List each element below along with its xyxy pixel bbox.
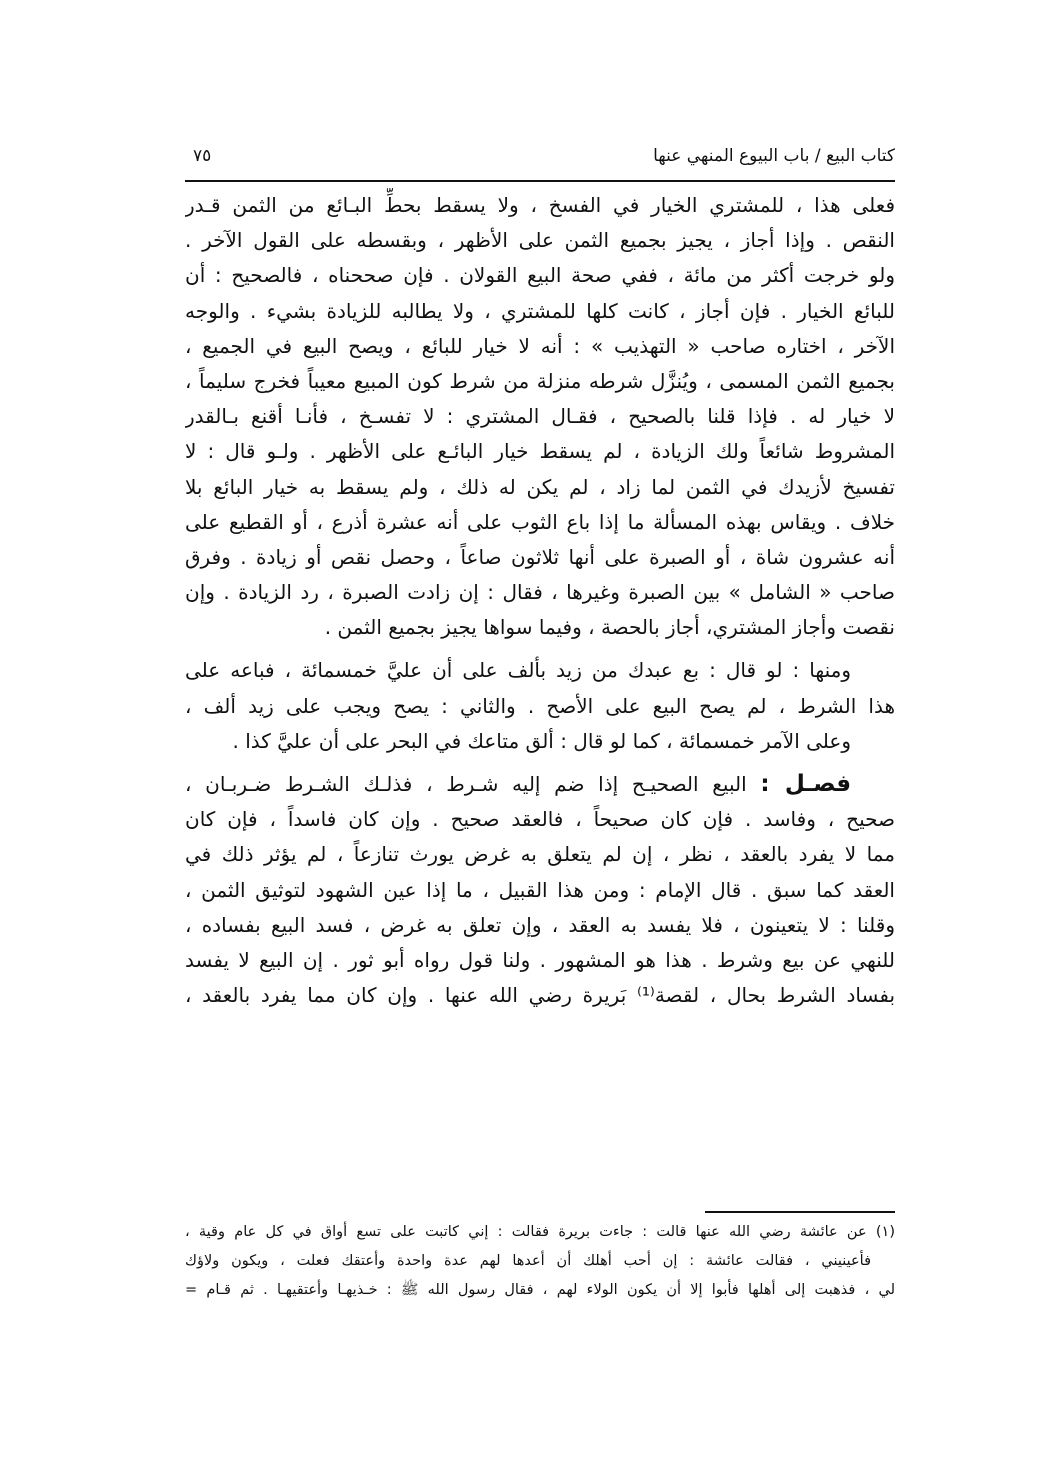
text-line: ومنها : لو قال : بع عبدك من زيد بألف على أن عليَّ خمسمائة ، فباعه على: [185, 658, 851, 683]
text-line: وقلنا : لا يتعينون ، فلا يفسد به العقد ، وإن تعلق به غرض ، فسد البيع بفساده ،: [185, 912, 895, 937]
running-header: [185, 146, 895, 176]
text-span: البيع الصحيـح إذا ضم إليه شـرط ، فذلـك الشـرط ضـربـان ،: [185, 772, 747, 796]
text-line: وعلى الآمر خمسمائة ، كما لو قال : ألق متاعك في البحر على أن عليَّ كذا .: [232, 728, 851, 753]
text-line: [185, 767, 895, 802]
paragraph: [185, 767, 895, 1013]
text-line: مما لا يفرد بالعقد ، نظر ، إن لم يتعلق به غرض يورث تنازعاً ، لم يؤثر ذلك في: [185, 842, 895, 867]
text-line: ولو خرجت أكثر من مائة ، ففي صحة البيع القولان . فإن صححناه ، فالصحيح : أن: [185, 263, 895, 288]
paragraph: [185, 653, 895, 759]
text-line: النقص . وإذا أجاز ، يجيز بجميع الثمن على الأظهر ، وبقسطه على القول الآخر .: [185, 228, 895, 253]
footnote-rule: [705, 1211, 895, 1213]
text-line: بجميع الثمن المسمى ، ويُنزَّل شرطه منزلة من شرط كون المبيع معيباً فخرج سليماً ،: [185, 368, 895, 393]
footnotes: [185, 1218, 895, 1305]
header-rule: [185, 180, 895, 182]
footnote-marker: (١): [875, 1224, 895, 1240]
text-line: المشروط شائعاً ولك الزيادة ، لم يسقط خيار البائـع على الأظهر . ولـو قال : لا: [185, 439, 895, 464]
text-line: فعلى هذا ، للمشتري الخيار في الفسخ ، ولا يسقط بحطِّ البـائع من الثمن قـدر: [185, 193, 895, 217]
text-line: خلاف . ويقاس بهذه المسألة ما إذا باع الثوب على أنه عشرة أذرع ، أو القطيع على: [185, 509, 895, 534]
footnote-text: عن عائشة رضي الله عنها قالت : جاءت بريرة فقالت : إني كاتبت على تسع أواق في كل عام وقية ،: [185, 1224, 867, 1240]
footnote-line: [185, 1218, 895, 1247]
section-heading: فصـل :: [760, 771, 851, 797]
text-line: للبائع الخيار . فإن أجاز ، كانت كلها للمشتري ، ولا يطالبه للزيادة بشيء . والوجه: [185, 298, 895, 323]
text-line: الآخر ، اختاره صاحب « التهذيب » : أنه لا خيار للبائع ، ويصح البيع في الجميع ،: [185, 333, 895, 358]
chapter-title: كتاب البيع / باب البيوع المنهي عنها: [653, 146, 895, 166]
text-line: للنهي عن بيع وشرط . هذا هو المشهور . ولنا قول رواه أبو ثور . إن البيع لا يفسد: [185, 947, 895, 972]
paragraph: [185, 188, 895, 645]
main-text: [185, 188, 895, 1021]
text-line: تفسيخ لأزيدك في الثمن لما زاد ، لم يكن له ذلك ، ولم يسقط به خيار البائع بلا: [185, 474, 895, 499]
footnote-line: لي ، فذهبت إلى أهلها فأبوا إلا أن يكون الولاء لهم ، فقال رسول الله ﷺ : خـذيهـا وأعتقيهـا . ثم قـام =: [185, 1282, 895, 1298]
text-line: لا خيار له . فإذا قلنا بالصحيح ، فقـال المشتري : لا تفسـخ ، فأنـا أقنع بـالقدر: [185, 404, 895, 429]
text-line: صاحب « الشامل » بين الصبرة وغيرها ، فقال : إن زادت الصبرة ، رد الزيادة . وإن: [185, 580, 895, 605]
text-line: هذا الشرط ، لم يصح البيع على الأصح . والثاني : يصح ويجب على زيد ألف ،: [185, 693, 895, 718]
text-line: أنه عشرون شاة ، أو الصبرة على أنها ثلاثون صاعاً ، وحصل نقص أو زيادة . وفرق: [185, 544, 895, 569]
text-line: نقصت وأجاز المشتري، أجاز بالحصة ، وفيما سواها يجيز بجميع الثمن .: [324, 615, 895, 640]
page-number: ٧٥: [193, 146, 212, 166]
text-line: العقد كما سبق . قال الإمام : ومن هذا القبيل ، ما إذا عين الشهود لتوثيق الثمن ،: [185, 877, 895, 902]
text-line: صحيح ، وفاسد . فإن كان صحيحاً ، فالعقد صحيح . وإن كان فاسداً ، فإن كان: [185, 807, 895, 832]
text-line: بفساد الشرط بحال ، لقصة⁽¹⁾ بَريرة رضي الله عنها . وإن كان مما يفرد بالعقد ،: [185, 983, 895, 1008]
footnote-line: فأعينيني ، فقالت عائشة : إن أحب أهلك أن أعدها لهم عدة واحدة وأعتقك فعلت ، ويكون ولاؤك: [185, 1253, 871, 1269]
